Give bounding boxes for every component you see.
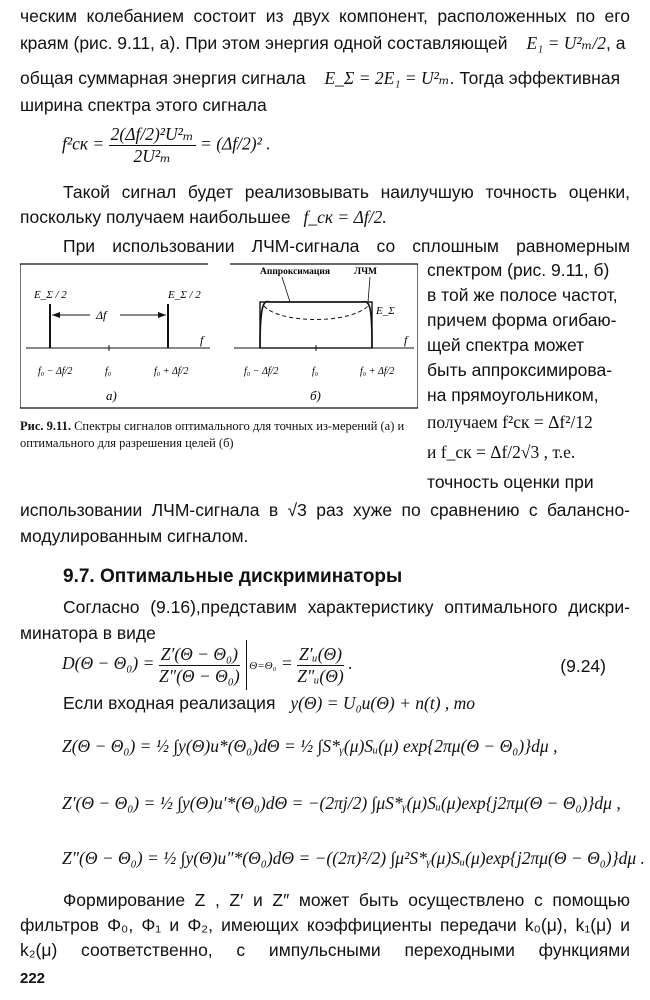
eq1-right: = (Δf/2)² .	[200, 133, 271, 154]
text-line-5: Такой сигнал будет реализовывать наилучшую точность оценки,	[63, 182, 630, 202]
text-line-2	[20, 31, 630, 55]
figure-9-11	[20, 262, 418, 410]
eq1-numerator: 2(Δf/2)²U²ₘ	[110, 124, 194, 144]
panel-b-es-curve	[264, 306, 368, 320]
figure-caption-label: Рис. 9.11.	[20, 419, 71, 433]
panel-b-label: б)	[310, 388, 321, 403]
panel-a-axis-label: f	[200, 333, 204, 347]
section-intro-line-1: Согласно (9.16),представим характеристику оптимального дискри-	[63, 597, 630, 617]
panel-b-tick-1: f₀ − Δf/2	[244, 366, 279, 377]
inline-math-esum: E_Σ = 2E₁ = U²ₘ	[324, 68, 450, 88]
eq1-fraction	[109, 124, 196, 167]
eq924-fraction-2	[297, 644, 344, 687]
narrow-line-8: и f_ск = Δf/2√3 , т.е.	[427, 442, 576, 462]
text-line-3	[20, 66, 630, 90]
input-line-words: Если входная реализация	[63, 693, 276, 713]
panel-a-arrowhead-left	[52, 312, 60, 318]
equation-fck-squared	[62, 124, 271, 167]
narrow-line-3: причем форма огибаю-	[427, 310, 617, 330]
eq1-left: f²ск =	[62, 133, 105, 154]
inline-math-esum-tail: . Тогда эффективная	[449, 68, 621, 88]
eq924-number: (9.24)	[560, 656, 606, 676]
text-line-1: ческим колебанием состоит из двух компонент, расположенных по его	[20, 6, 630, 26]
equation-z-prime: Z′(Θ − Θ₀) = ½ ∫y(Θ)u′*(Θ₀)dΘ = −(2πj/2) ∫μS*ᵧ(μ)Sᵤ(μ)exp{j2πμ(Θ − Θ₀)}dμ ,	[62, 793, 621, 813]
panel-b-approx-pointer	[282, 277, 290, 302]
eq1-denominator: 2U²ₘ	[133, 146, 171, 166]
panel-a-tick-3: f₀ + Δf/2	[154, 366, 189, 377]
section-intro-line-2: минатора в виде	[20, 623, 156, 643]
narrow-line-7: получаем f²ск = Δf²/12	[427, 412, 593, 432]
inline-math-fck-max: f_ск = Δf/2.	[303, 207, 387, 227]
narrow-line-9: точность оценки при	[427, 472, 594, 492]
narrow-line-1: спектром (рис. 9.11, б)	[427, 260, 610, 280]
panel-b-lchm-label: ЛЧМ	[354, 267, 378, 277]
panel-a-tick-2: f₀	[105, 366, 112, 377]
panel-b-lchm-pointer	[368, 277, 370, 302]
eq924-bar	[246, 640, 247, 690]
text-line-6-words: поскольку получаем наибольшее	[20, 207, 291, 227]
panel-b-approx-label: Аппроксимация	[260, 267, 331, 277]
panel-a-tick-1: f₀ − Δf/2	[38, 366, 73, 377]
panel-a-label: а)	[106, 388, 117, 403]
panel-b-lchm-envelope	[260, 302, 372, 348]
narrow-line-4: щей спектра может	[427, 335, 585, 355]
eq924-lhs: D(Θ − Θ₀) =	[62, 653, 155, 674]
eq924-den2: Z″ᵤ(Θ)	[297, 665, 344, 686]
eq924-fraction-1	[159, 644, 240, 687]
after-figure-line-1: использовании ЛЧМ-сигнала в √3 раз хуже по сравнению с балансно-	[20, 500, 630, 520]
figure-caption-text: Спектры сигналов оптимального для точных из-мерений (а) и оптимального для разрешения целей (б)	[20, 419, 405, 450]
narrow-line-5: быть аппроксимирова-	[427, 360, 613, 380]
eq924-num1: Z′(Θ − Θ₀)	[160, 643, 238, 664]
outro-line-2: фильтров Φ₀, Φ₁ и Φ₂, имеющих коэффициенты передачи k₀(μ), k₁(μ) и	[20, 915, 630, 935]
panel-b-axis-label: f	[404, 333, 408, 347]
inline-math-e1: E₁ = U²ₘ/2	[526, 33, 606, 53]
figure-caption	[20, 418, 415, 452]
outro-line-1: Формирование Z , Z′ и Z″ может быть осуществлено с помощью	[63, 890, 630, 910]
input-line-math: y(Θ) = U₀u(Θ) + n(t) , то	[290, 693, 476, 713]
panel-a-arrowhead-right	[158, 312, 166, 318]
panel-a-delta-f: Δf	[96, 308, 107, 322]
section-heading: 9.7. Оптимальные дискриминаторы	[63, 566, 403, 587]
panel-b-es-label: E_Σ	[376, 305, 395, 317]
equation-z: Z(Θ − Θ₀) = ½ ∫y(Θ)u*(Θ₀)dΘ = ½ ∫S*ᵧ(μ)Sᵤ(μ) exp{2πμ(Θ − Θ₀)}dμ ,	[62, 736, 558, 756]
panel-b-rectangle	[260, 302, 372, 348]
after-figure-line-2: модулированным сигналом.	[20, 526, 249, 546]
eq924-num2: Z′ᵤ(Θ)	[299, 643, 342, 664]
page-number: 222	[20, 970, 46, 987]
text-line-4: ширина спектра этого сигнала	[20, 95, 267, 115]
narrow-line-2: в той же полосе частот,	[427, 285, 618, 305]
eq924-den1: Z″(Θ − Θ₀)	[159, 665, 240, 686]
panel-b-tick-2: f₀	[312, 366, 319, 377]
equation-9-24: D(Θ − Θ₀) = $\frac{\text{Z′(Θ − Θ₀)}}{\text{Z″(Θ − Θ₀)}}$ Θ=Θ₀ = $\frac{\text{Z′ᵤ(Θ)}}{\text{Z″ᵤ(Θ)}}$ . (9.24)	[62, 640, 630, 690]
input-line	[63, 691, 650, 715]
panel-a-es-left: E_Σ / 2	[34, 289, 67, 301]
panel-b-tick-3: f₀ + Δf/2	[360, 366, 395, 377]
outro-line-3: k₂(μ) соответственно, с импульсными переходными функциями	[20, 940, 630, 960]
inline-math-e1-tail: , а	[606, 33, 626, 53]
eq924-sub: Θ=Θ₀	[249, 660, 277, 673]
equation-z-double-prime: Z″(Θ − Θ₀) = ½ ∫y(Θ)u″*(Θ₀)dΘ = −((2π)²/2) ∫μ²S*ᵧ(μ)Sᵤ(μ)exp{j2πμ(Θ − Θ₀)}dμ .	[62, 848, 645, 868]
text-line-3-words: общая суммарная энергия сигнала	[20, 68, 306, 88]
text-line-2-words: краям (рис. 9.11, а). При этом энергия одной составляющей	[20, 33, 508, 53]
text-line-7: При использовании ЛЧМ-сигнала со сплошным равномерным	[63, 236, 630, 256]
text-line-6	[20, 205, 630, 229]
panel-a-es-right: E_Σ / 2	[168, 289, 201, 301]
narrow-line-6: на прямоугольником,	[427, 385, 599, 405]
